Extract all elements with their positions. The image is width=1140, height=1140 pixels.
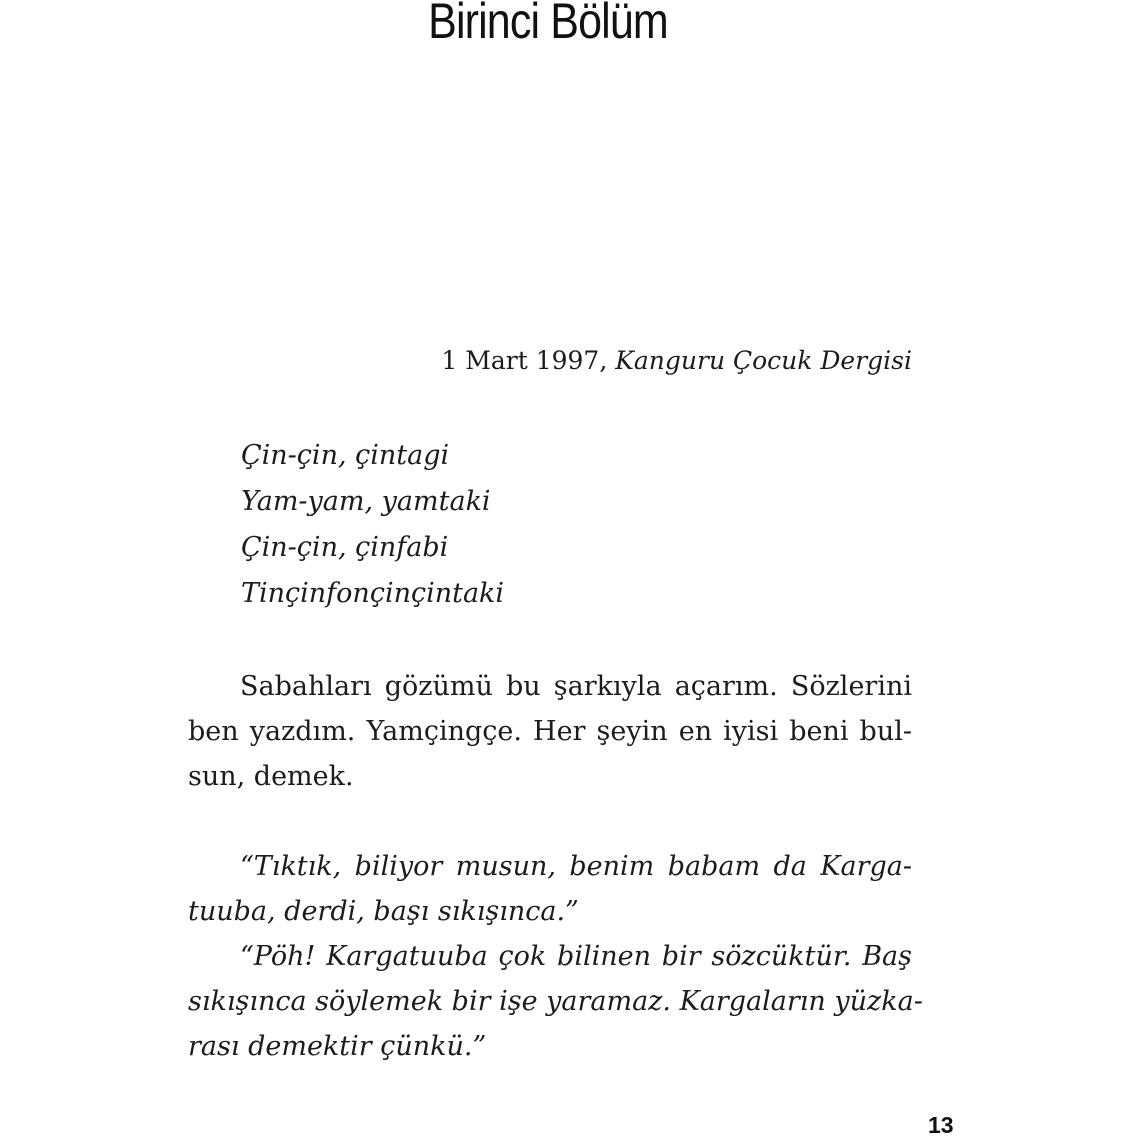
poem	[241, 436, 504, 620]
dialogue-line: rası demektir çünkü.”	[188, 1031, 487, 1062]
paragraph-line: Sabahları gözümü bu şarkıyla açarım. Sözlerini	[240, 671, 912, 702]
dateline	[441, 346, 912, 375]
poem-line: Tinçinfonçinçintaki	[241, 578, 505, 609]
dialogue-line: “Tıktık, biliyor musun, benim babam da Karga-	[240, 851, 912, 882]
paragraph	[188, 664, 912, 799]
poem-line: Çin-çin, çintagi	[241, 440, 450, 471]
chapter-title: Birinci Bölüm	[428, 0, 668, 49]
poem-line: Yam-yam, yamtaki	[241, 486, 491, 517]
dialogue	[188, 844, 923, 1069]
page-number: 13	[928, 1112, 954, 1138]
dateline-source: Kanguru Çocuk Dergisi	[615, 346, 912, 375]
dialogue-line: sıkışınca söylemek bir işe yaramaz. Kargaların yüzka-	[188, 986, 923, 1017]
dateline-date: 1 Mart 1997,	[441, 346, 608, 375]
poem-line: Çin-çin, çinfabi	[241, 532, 449, 563]
paragraph-line: sun, demek.	[188, 761, 354, 792]
paragraph-line: ben yazdım. Yamçingçe. Her şeyin en iyisi beni bul-	[188, 716, 912, 747]
dialogue-line: tuuba, derdi, başı sıkışınca.”	[188, 896, 579, 927]
dialogue-line: “Pöh! Kargatuuba çok bilinen bir sözcüktür. Baş	[240, 941, 912, 972]
